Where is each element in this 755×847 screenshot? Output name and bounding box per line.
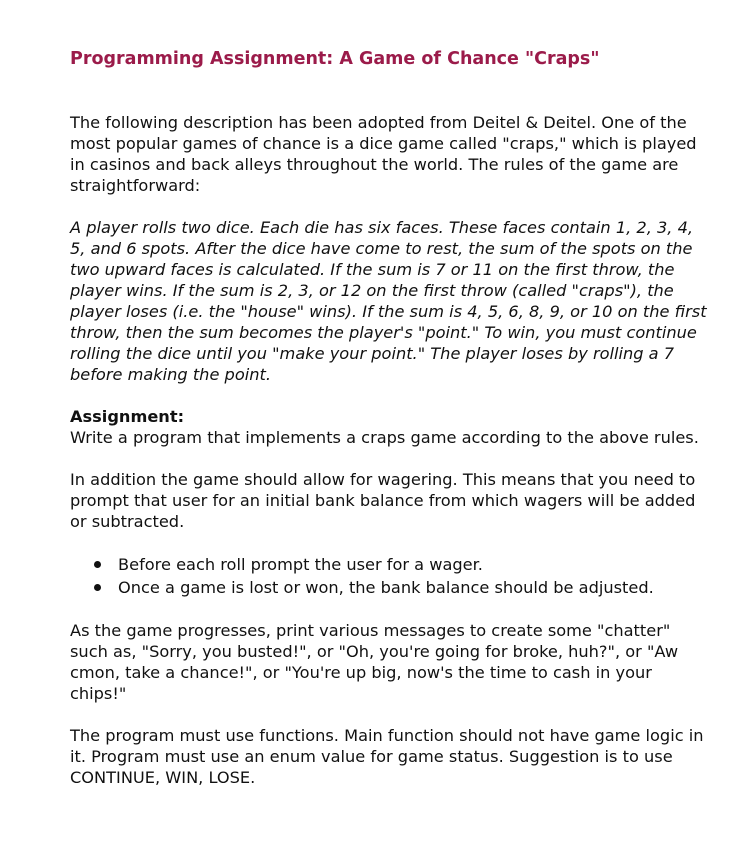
assignment-paragraph: Write a program that implements a craps game according to the above rules.	[70, 428, 699, 447]
wagering-paragraph: In addition the game should allow for wagering. This means that you need to prompt that user for an initial bank balance from which wagers will be added or subtracted.	[70, 470, 696, 531]
functions-paragraph: The program must use functions. Main function should not have game logic in it. Program must use an enum value for game status. Suggestion is to use CONTINUE, WIN, LOSE.	[70, 726, 704, 787]
list-item	[70, 576, 710, 599]
document-page	[70, 46, 710, 788]
rules-paragraph: A player rolls two dice. Each die has six faces. These faces contain 1, 2, 3, 4, 5, and 6 spots. After the dice have come to rest, the sum of the spots on the two upward faces is calculated. If the sum is 7 or 11 on the first throw, the player wins. If the sum is 2, 3, or 12 on the first throw (called "craps"), the player loses (i.e. the "house" wins). If the sum is 4, 5, 6, 8, 9, or 10 on the first throw, then the sum becomes the player's "point." To win, you must continue rolling the dice until you "make your point." The player loses by rolling a 7 before making the point.	[70, 218, 707, 384]
intro-paragraph: The following description has been adopted from Deitel & Deitel. One of the most popular games of chance is a dice game called "craps," which is played in casinos and back alleys throughout the world. The rules of the game are straightforward:	[70, 113, 697, 195]
chatter-paragraph: As the game progresses, print various messages to create some "chatter" such as, "Sorry, you busted!", or "Oh, you're going for broke, huh?", or "Aw cmon, take a chance!", or "You're up big, now's the time to cash in your chips!"	[70, 621, 679, 703]
list-item-text: Once a game is lost or won, the bank balance should be adjusted.	[118, 578, 654, 597]
list-item-text: Before each roll prompt the user for a wager.	[118, 555, 483, 574]
document-title: Programming Assignment: A Game of Chance "Craps"	[70, 49, 600, 69]
requirements-list	[70, 553, 710, 599]
assignment-heading: Assignment:	[70, 407, 185, 426]
list-item	[70, 553, 710, 576]
bullet-icon	[94, 584, 101, 591]
bullet-icon	[94, 561, 101, 568]
